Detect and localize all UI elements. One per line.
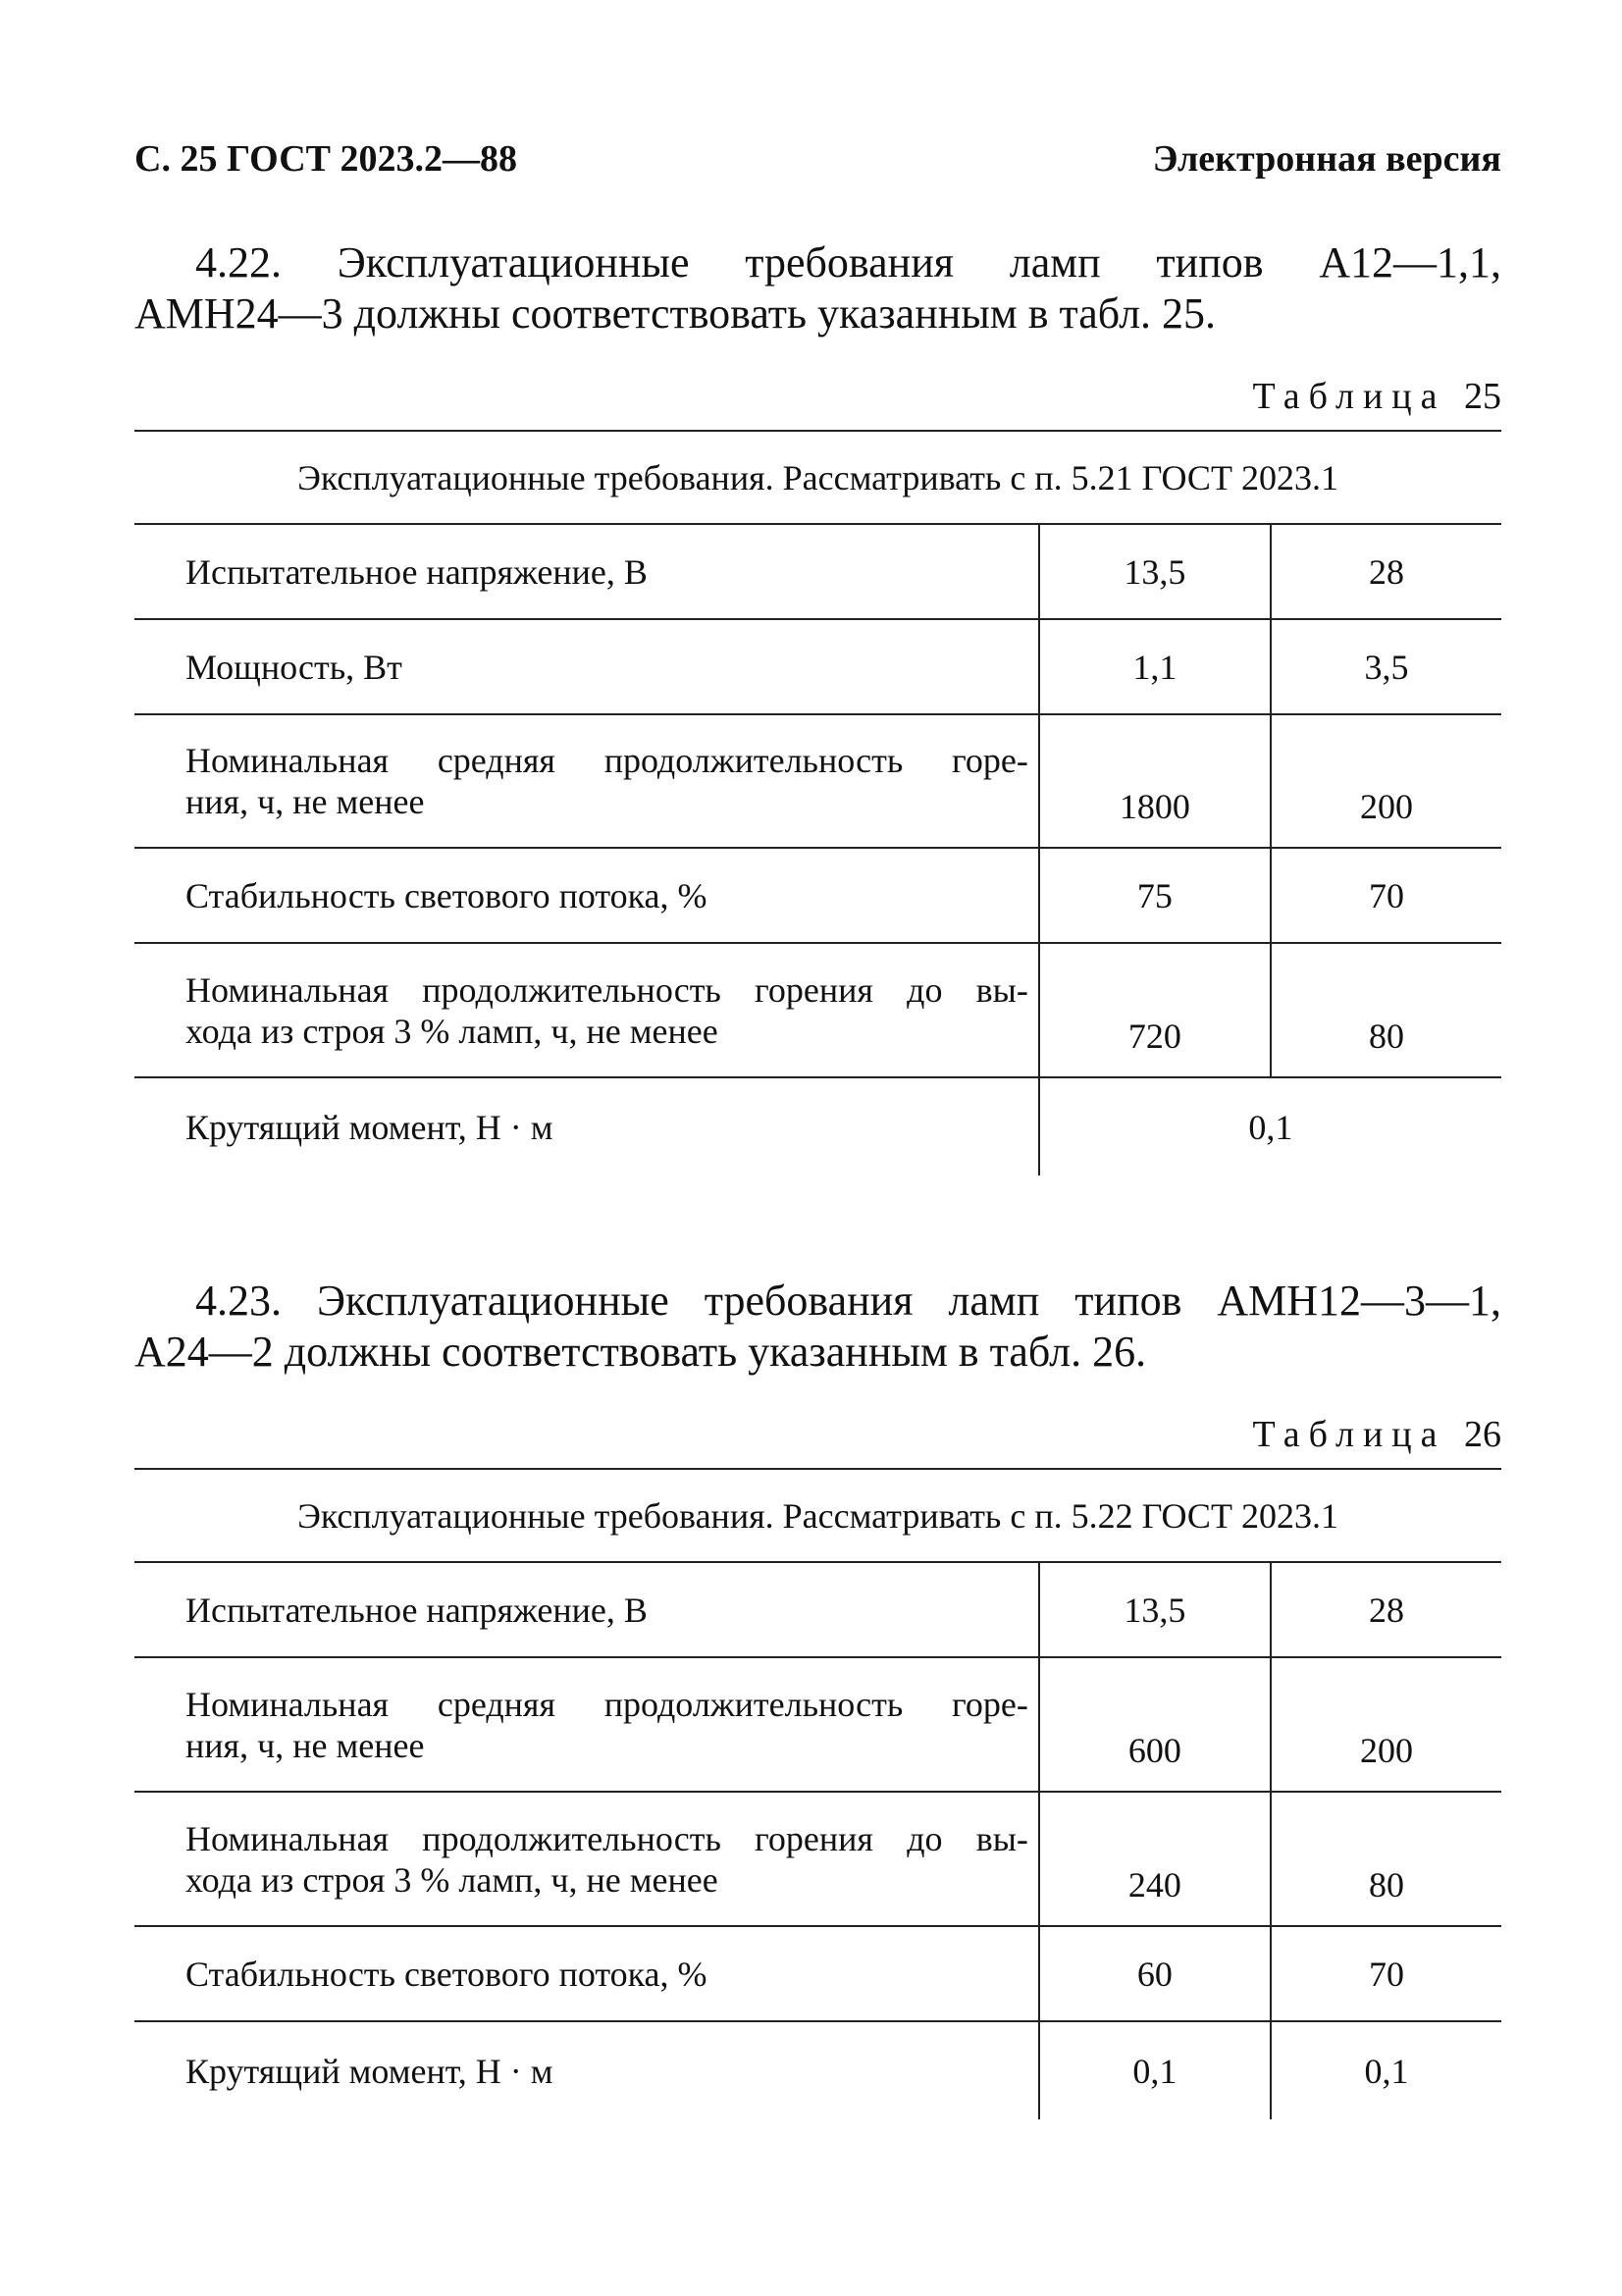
value-13-5v: 13,5 bbox=[1039, 1562, 1271, 1657]
label-line: ния, ч, не менее bbox=[185, 1725, 425, 1765]
paragraph-line: 4.23. Эксплуатационные требования ламп типов АМН12—3—1, bbox=[195, 1277, 1501, 1325]
value-28v: 200 bbox=[1271, 714, 1501, 848]
table-row bbox=[134, 714, 1501, 848]
paragraph-line: А24—2 должны соответствовать указанным в табл. 26. bbox=[134, 1328, 1147, 1376]
table-row bbox=[134, 848, 1501, 943]
table-number: 26 bbox=[1464, 1414, 1501, 1455]
row-label bbox=[134, 943, 1039, 1077]
label-line: Номинальная продолжительность горения до вы- bbox=[185, 1818, 1028, 1858]
table-26 bbox=[134, 1468, 1501, 2119]
value-13-5v: 13,5 bbox=[1039, 524, 1271, 619]
row-label bbox=[134, 1657, 1039, 1792]
table-word: Таблица bbox=[1252, 1414, 1446, 1455]
value-13-5v: 720 bbox=[1039, 943, 1271, 1077]
paragraph-4-22 bbox=[134, 237, 1501, 339]
value-28v: 28 bbox=[1271, 1562, 1501, 1657]
table-row bbox=[134, 1077, 1501, 1175]
table-row bbox=[134, 943, 1501, 1077]
row-label: Испытательное напряжение, В bbox=[134, 524, 1039, 619]
value-28v: 28 bbox=[1271, 524, 1501, 619]
label-line: ния, ч, не менее bbox=[185, 782, 425, 821]
row-label bbox=[134, 1792, 1039, 1926]
value-28v: 80 bbox=[1271, 943, 1501, 1077]
label-line: Номинальная средняя продолжительность горе- bbox=[185, 1684, 1028, 1724]
table-row bbox=[134, 2021, 1501, 2119]
value-13-5v: 240 bbox=[1039, 1792, 1271, 1926]
table-row bbox=[134, 524, 1501, 619]
row-label: Испытательное напряжение, В bbox=[134, 1562, 1039, 1657]
value-13-5v: 600 bbox=[1039, 1657, 1271, 1792]
value-28v: 70 bbox=[1271, 848, 1501, 943]
page-header bbox=[134, 137, 1501, 186]
row-label: Мощность, Вт bbox=[134, 619, 1039, 714]
value-13-5v: 0,1 bbox=[1039, 2021, 1271, 2119]
table-row bbox=[134, 1657, 1501, 1792]
paragraph-line: 4.22. Эксплуатационные требования ламп типов А12—1,1, bbox=[195, 238, 1501, 287]
merged-value: 0,1 bbox=[1039, 1077, 1501, 1175]
value-13-5v: 1,1 bbox=[1039, 619, 1271, 714]
value-28v: 0,1 bbox=[1271, 2021, 1501, 2119]
label-line: хода из строя 3 % ламп, ч, не менее bbox=[185, 1859, 718, 1900]
value-28v: 3,5 bbox=[1271, 619, 1501, 714]
row-label bbox=[134, 714, 1039, 848]
value-28v: 70 bbox=[1271, 1926, 1501, 2021]
value-28v: 200 bbox=[1271, 1657, 1501, 1792]
table-number: 25 bbox=[1464, 376, 1501, 417]
table-caption: Эксплуатационные требования. Рассматривать с п. 5.22 ГОСТ 2023.1 bbox=[134, 1469, 1501, 1562]
value-13-5v: 1800 bbox=[1039, 714, 1271, 848]
row-label: Стабильность светового потока, % bbox=[134, 848, 1039, 943]
label-line: Номинальная продолжительность горения до вы- bbox=[185, 969, 1028, 1010]
row-label: Стабильность светового потока, % bbox=[134, 1926, 1039, 2021]
row-label: Крутящий момент, Н · м bbox=[185, 2051, 553, 2091]
table-row bbox=[134, 619, 1501, 714]
table-26-label bbox=[1252, 1413, 1501, 1456]
table-caption: Эксплуатационные требования. Рассматривать с п. 5.21 ГОСТ 2023.1 bbox=[134, 431, 1501, 524]
label-line: хода из строя 3 % ламп, ч, не менее bbox=[185, 1011, 718, 1051]
table-row bbox=[134, 1792, 1501, 1926]
table-25-label bbox=[1252, 375, 1501, 418]
value-28v: 80 bbox=[1271, 1792, 1501, 1926]
table-caption-row bbox=[134, 1469, 1501, 1562]
label-line: Номинальная средняя продолжительность горе- bbox=[185, 741, 1028, 780]
electronic-version-label: Электронная версия bbox=[1152, 138, 1501, 180]
table-row bbox=[134, 1562, 1501, 1657]
paragraph-line: АМН24—3 должны соответствовать указанным в табл. 25. bbox=[134, 289, 1217, 338]
page-number-standard: С. 25 ГОСТ 2023.2—88 bbox=[134, 138, 517, 180]
value-13-5v: 75 bbox=[1039, 848, 1271, 943]
table-25 bbox=[134, 430, 1501, 1175]
value-13-5v: 60 bbox=[1039, 1926, 1271, 2021]
table-word: Таблица bbox=[1252, 376, 1446, 417]
row-label: Крутящий момент, Н · м bbox=[185, 1107, 553, 1147]
table-caption-row bbox=[134, 431, 1501, 524]
table-row bbox=[134, 1926, 1501, 2021]
paragraph-4-23 bbox=[134, 1276, 1501, 1378]
